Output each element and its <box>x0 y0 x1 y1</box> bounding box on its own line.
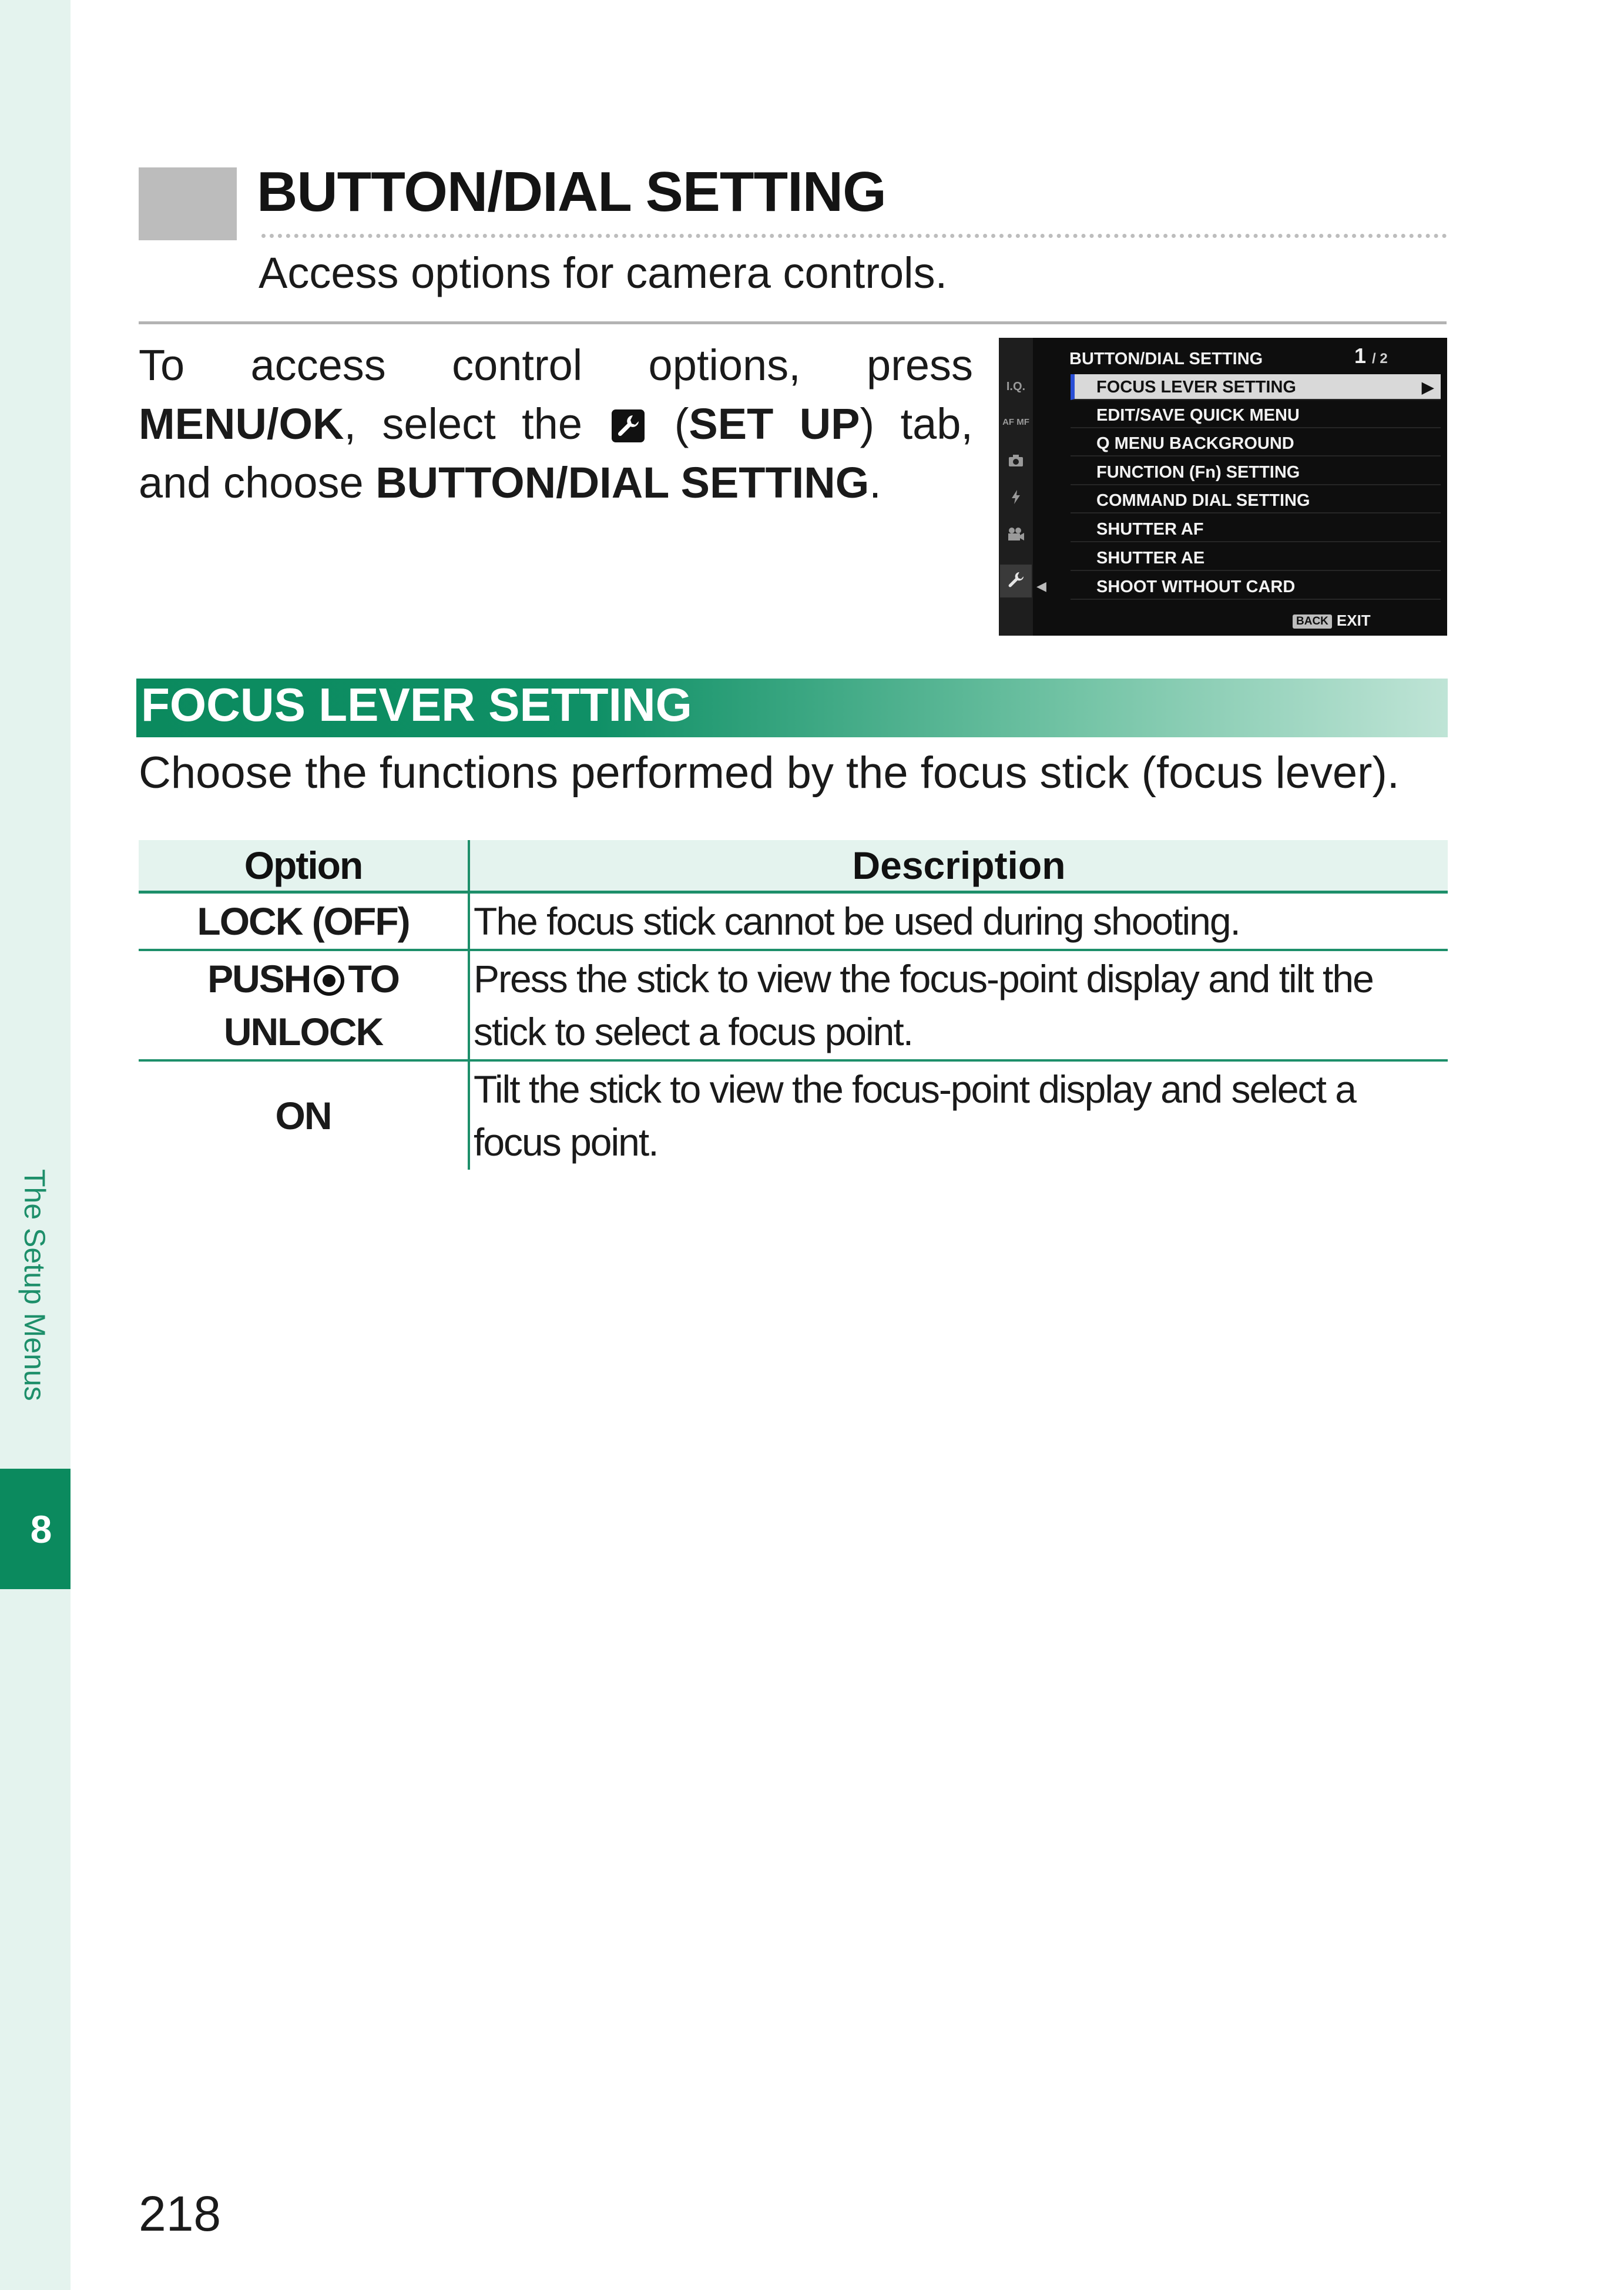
header-divider <box>139 321 1447 324</box>
back-exit-hint: BACK EXIT <box>1293 612 1371 630</box>
menu-item-function-setting[interactable]: FUNCTION (Fn) SETTING <box>1071 459 1441 485</box>
menu-tab-strip <box>999 338 1033 636</box>
page-subtitle: Access options for camera controls. <box>259 249 948 297</box>
section-description: Choose the functions performed by the focus stick (focus lever). <box>139 748 1400 798</box>
table-row <box>139 950 1448 1060</box>
sidebar <box>0 0 71 2290</box>
option-cell: ON <box>139 1060 469 1170</box>
movie-icon <box>1000 527 1032 545</box>
menu-item-shutter-af[interactable]: SHUTTER AF <box>1071 516 1441 542</box>
table-row <box>139 892 1448 951</box>
section-heading-bar <box>136 679 1448 737</box>
table-header-row <box>139 840 1448 892</box>
option-cell: PUSH TO UNLOCK <box>139 950 469 1060</box>
wrench-icon <box>612 409 645 442</box>
menu-item-shutter-ae[interactable]: SHUTTER AE <box>1071 545 1441 571</box>
menu-item-focus-lever-setting[interactable]: FOCUS LEVER SETTING ▶ <box>1071 374 1441 400</box>
flash-icon <box>1000 489 1032 508</box>
page-title: BUTTON/DIAL SETTING <box>257 160 886 223</box>
chapter-tab: 8 <box>0 1469 71 1589</box>
intro-text: ) tab, and choose <box>139 399 973 507</box>
section-label: The Setup Menus <box>18 1169 51 1401</box>
camera-menu-screenshot <box>999 338 1447 636</box>
description-cell: Press the stick to view the focus-point display and tilt the stick to select a focus point. <box>469 950 1448 1060</box>
description-cell: The focus stick cannot be used during shooting. <box>469 892 1448 951</box>
intro-text: To access control options, press <box>139 341 973 389</box>
target-menu-name: BUTTON/DIAL SETTING <box>375 458 870 507</box>
menu-item-q-menu-background[interactable]: Q MENU BACKGROUND <box>1071 431 1441 456</box>
description-cell: Tilt the stick to view the focus-point display and select a focus point. <box>474 1067 1355 1164</box>
chevron-right-icon: ▶ <box>1422 378 1434 396</box>
menu-item-command-dial-setting[interactable]: COMMAND DIAL SETTING <box>1071 488 1441 513</box>
option-column-header: Option <box>139 840 469 892</box>
intro-text: ( <box>648 399 689 448</box>
option-cell: LOCK (OFF) <box>139 892 469 951</box>
set-up-tab-name: SET UP <box>689 399 860 448</box>
intro-text: , select the <box>344 399 609 448</box>
menu-ok-key: MENU/OK <box>139 399 344 448</box>
screen-title: BUTTON/DIAL SETTING <box>1069 350 1263 368</box>
page-number: 218 <box>139 2186 222 2241</box>
tab-pointer-icon: ◀ <box>1036 579 1046 593</box>
back-key-icon: BACK <box>1293 615 1332 629</box>
section-title: FOCUS LEVER SETTING <box>141 679 692 731</box>
title-marker <box>139 167 237 240</box>
description-column-header: Description <box>469 840 1448 892</box>
menu-item-shoot-without-card[interactable]: SHOOT WITHOUT CARD <box>1071 574 1441 600</box>
intro-text: . <box>869 458 881 507</box>
af-mf-tab-icon: AF MF <box>1002 417 1029 427</box>
options-table <box>139 840 1448 1170</box>
iq-tab-icon: I.Q. <box>1006 380 1026 393</box>
intro-paragraph <box>139 336 973 512</box>
title-divider <box>261 234 1447 238</box>
screen-page-indicator: 1 / 2 <box>1354 344 1388 368</box>
menu-item-edit-save-quick-menu[interactable]: EDIT/SAVE QUICK MENU <box>1071 402 1441 428</box>
camera-icon <box>1000 454 1032 471</box>
wrench-icon <box>1000 565 1032 597</box>
focus-stick-icon <box>314 965 344 996</box>
table-row <box>139 1060 1448 1170</box>
